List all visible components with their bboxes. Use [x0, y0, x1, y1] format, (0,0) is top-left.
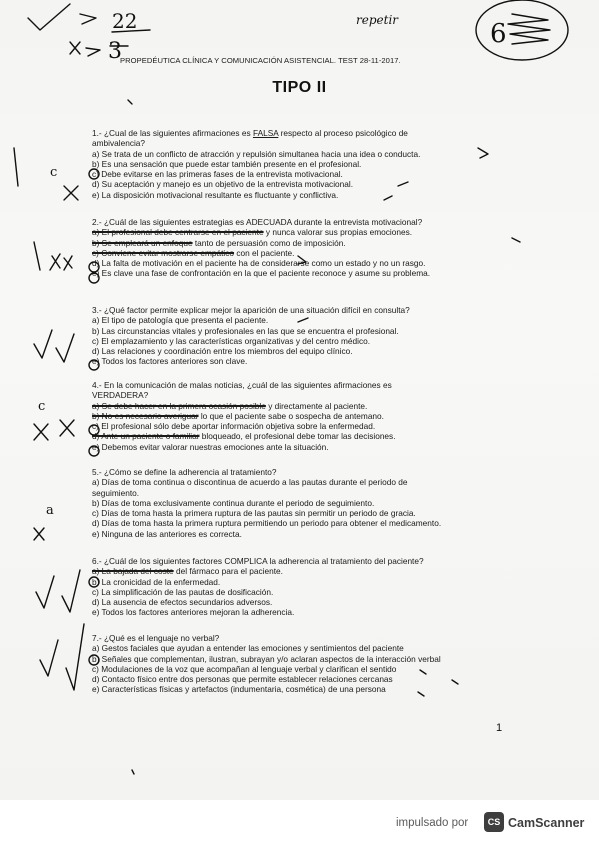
option-b: b) Es una sensación que puede estar también presente en el profesional.	[92, 158, 362, 169]
question-stem: 1.- ¿Cual de las siguientes afirmaciones es FALSA respecto al proceso psicológico de	[92, 128, 408, 138]
question-stem: 2.- ¿Cuál de las siguientes estrategias es ADECUADA durante la entrevista motivacional?	[92, 217, 423, 227]
option-a: a) Se debe hacer en la primera ocasión posible y directamente al paciente.	[92, 400, 368, 411]
option-e: e) Todos los factores anteriores mejoran la adherencia.	[92, 607, 295, 618]
option-e: e) Es clave una fase de confrontación en la que el paciente reconoce y asume su problema.	[92, 268, 431, 279]
camscanner-logo-icon: CS	[484, 812, 504, 832]
question-2	[92, 217, 512, 279]
option-a: a) El tipo de patología que presenta el paciente.	[92, 315, 269, 326]
handwritten-repetir: repetir	[356, 13, 399, 27]
option-d: d) Contacto físico entre dos personas que permite establecer relaciones cercanas	[92, 674, 393, 685]
option-b: b) Se empleará un enfoque tanto de persuasión como de imposición.	[92, 237, 346, 248]
option-d: d) Días de toma hasta la primera ruptura permitiendo un periodo para obtener el medicamento.	[92, 518, 442, 529]
option-b: b) Días de toma exclusivamente continua durante el periodo de seguimiento.	[92, 497, 375, 508]
question-stem: 3.- ¿Qué factor permite explicar mejor la aparición de una situación difícil en consulta?	[92, 305, 410, 315]
question-stem: 6.- ¿Cuál de los siguientes factores COMPLICA la adherencia al tratamiento del paciente?	[92, 556, 424, 566]
svg-text:c: c	[50, 165, 58, 180]
q4-marks	[34, 399, 99, 456]
camscanner-brand: CamScanner	[508, 816, 585, 830]
option-d: d) La falta de motivación en el paciente ha de considerarse como un estado y no un rasgo.	[92, 258, 426, 269]
question-7	[92, 633, 512, 695]
question-stem: 5.- ¿Cómo se define la adherencia al tratamiento?	[92, 467, 277, 477]
option-a: a) Gestos faciales que ayudan a entender las emociones y sentimientos del paciente	[92, 643, 404, 654]
q6-marks	[36, 570, 99, 612]
handwritten-3: 3	[108, 39, 122, 64]
question-4	[92, 380, 512, 452]
option-b: b) No es necesario averiguar lo que el paciente sabe o sospecha de antemano.	[92, 410, 384, 421]
option-a-cont: seguimiento.	[92, 487, 140, 498]
option-c: c) Conviene evitar mostrarse empático con el paciente.	[92, 247, 295, 258]
option-c: c) Debe evitarse en las primeras fases de la entrevista motivacional.	[92, 169, 343, 180]
option-a: a) Días de toma continua o discontinua de acuerdo a las pautas durante el periodo de	[92, 477, 408, 488]
svg-text:c: c	[38, 399, 46, 414]
option-b: b) La cronicidad de la enfermedad.	[92, 576, 221, 587]
test-type-title: TIPO II	[272, 79, 327, 96]
option-c: c) Días de toma hasta la primera ruptura de las pautas sin permitir un periodo de gracia.	[92, 508, 416, 519]
question-3	[92, 305, 512, 367]
handwritten-check-22	[28, 4, 150, 33]
option-e: e) La disposición motivacional resultante es fluctuante y conflictiva.	[92, 189, 339, 200]
option-b: b) Señales que complementan, ilustran, subrayan y/o aclaran aspectos de la interacción verbal	[92, 653, 441, 664]
powered-by-label: impulsado por	[396, 817, 469, 829]
option-a: a) Se trata de un conflicto de atracción y repulsión simultanea hacia una idea o conducta.	[92, 148, 421, 159]
question-1	[92, 128, 512, 200]
option-e: e) Debemos evitar valorar nuestras emociones ante la situación.	[92, 441, 329, 452]
score-circle	[476, 0, 568, 60]
question-stem-cont: VERDADERA?	[92, 390, 149, 401]
scan-speck	[132, 770, 134, 774]
handwritten-score: 6	[490, 19, 507, 49]
option-d: d) Las relaciones y coordinación entre los miembros del equipo clínico.	[92, 346, 353, 357]
option-c: c) El profesional sólo debe aportar información objetiva sobre la enfermedad.	[92, 421, 376, 432]
option-a: a) La bajada del coste del fármaco para el paciente.	[92, 566, 283, 577]
question-5	[92, 467, 512, 539]
option-b: b) Las circunstancias vitales y profesionales en las que se encuentra el profesional.	[92, 325, 399, 336]
question-stem: 7.- ¿Qué es el lenguaje no verbal?	[92, 633, 220, 643]
option-d: d) Su aceptación y manejo es un objetivo de la entrevista motivacional.	[92, 179, 354, 190]
option-e: e) Características físicas y artefactos (indumentaria, cosmética) de una persona	[92, 684, 386, 695]
question-stem-cont: ambivalencia?	[92, 138, 146, 149]
q5-marks	[34, 503, 54, 540]
scan-speck	[128, 100, 132, 104]
svg-text:a: a	[46, 503, 54, 518]
question-6	[92, 556, 512, 618]
option-c: c) La simplificación de las pautas de dosificación.	[92, 586, 274, 597]
option-a: a) El profesional debe centrarse en el paciente y nunca valorar sus propias emociones.	[92, 227, 413, 238]
page-number: 1	[496, 722, 503, 734]
handwritten-22: 22	[112, 9, 138, 33]
question-stem: 4.- En la comunicación de malas noticias, ¿cuál de las siguientes afirmaciones es	[92, 380, 392, 390]
emphasis-word: FALSA	[252, 128, 279, 138]
option-c: c) Modulaciones de la voz que acompañan al lenguaje verbal y clarifican el sentido	[92, 663, 397, 674]
option-d: d) Ante un paciente o familiar bloqueado, el profesional debe tomar las decisiones.	[92, 431, 396, 442]
option-c: c) El emplazamiento y las características organizativas y del centro médico.	[92, 335, 371, 346]
option-e: e) Ninguna de las anteriores es correcta.	[92, 528, 242, 539]
option-e: e) Todos los factores anteriores son clave.	[92, 356, 248, 367]
option-d: d) La ausencia de efectos secundarios adversos.	[92, 597, 273, 608]
course-header: PROPEDÉUTICA CLÍNICA Y COMUNICACIÓN ASISTENCIAL. TEST 28-11-2017.	[120, 56, 401, 65]
